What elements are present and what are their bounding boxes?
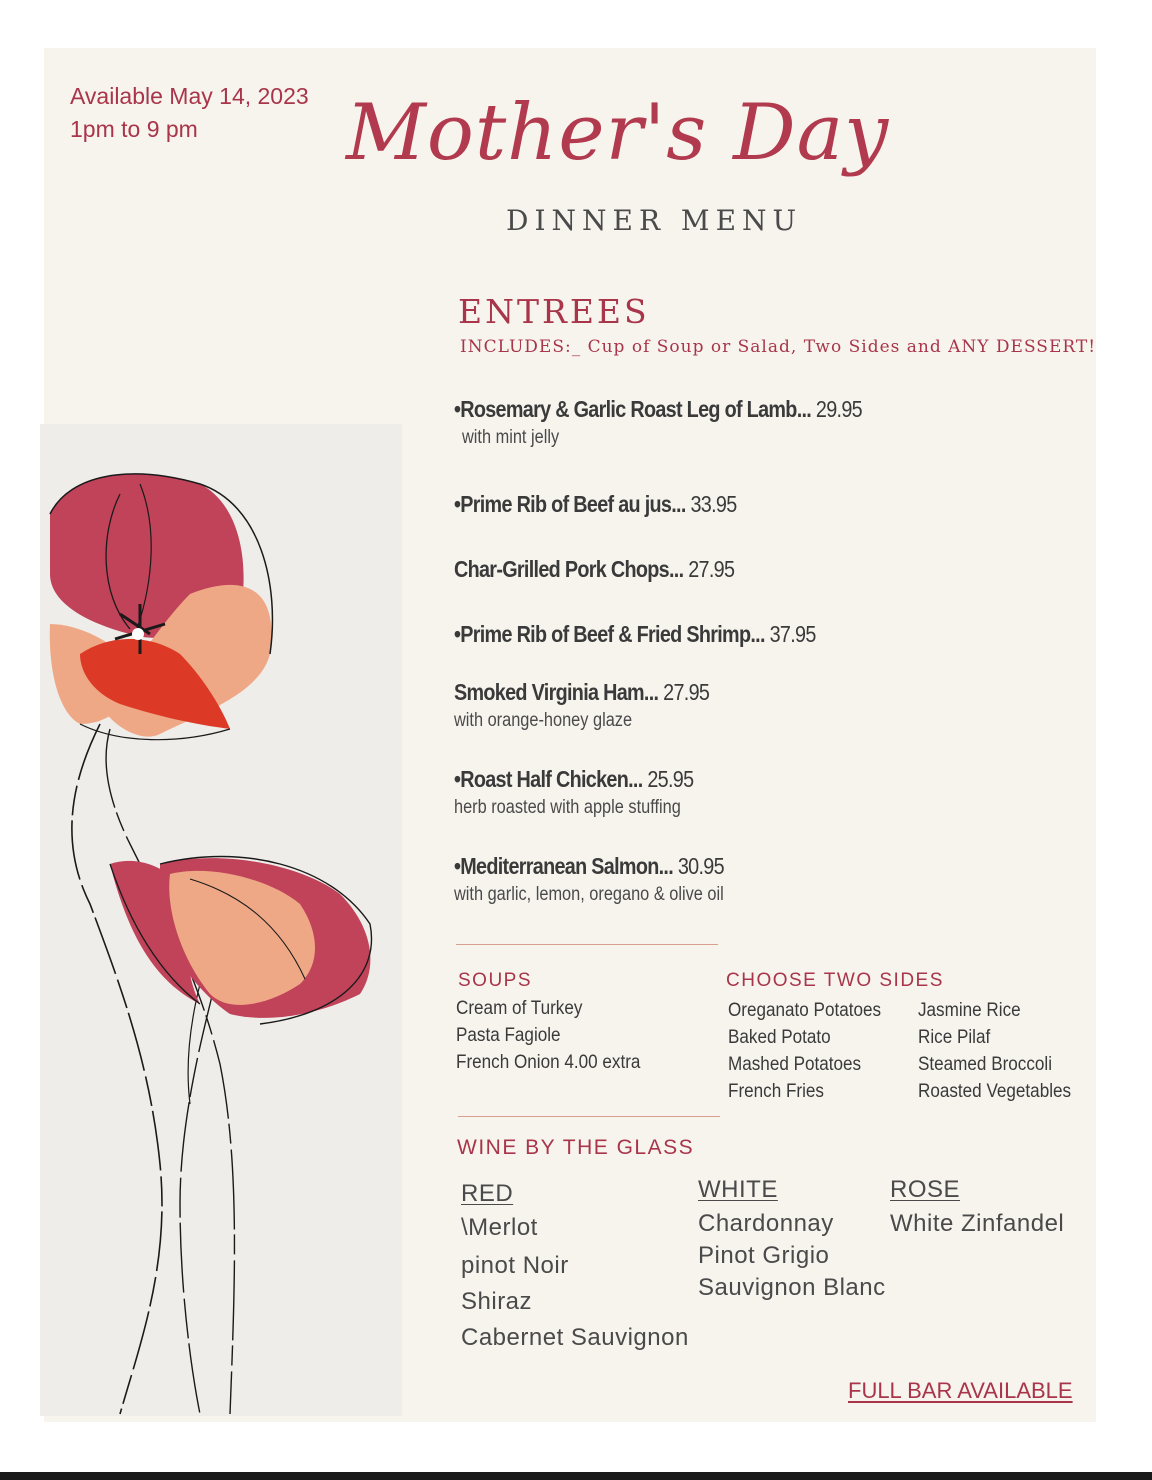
wine-red-label: RED <box>461 1180 514 1207</box>
wine-item: Pinot Grigio <box>698 1242 830 1269</box>
entree-item <box>454 621 875 648</box>
wine-heading: WINE BY THE GLASS <box>457 1136 695 1159</box>
side-item: French Fries <box>728 1081 824 1102</box>
poppy-flowers-illustration <box>40 424 402 1416</box>
entree-price: 29.95 <box>811 396 862 422</box>
entree-item <box>454 766 732 819</box>
wine-white-column <box>698 1176 886 1306</box>
entrees-includes: INCLUDES:_ Cup of Soup or Salad, Two Sides and ANY DESSERT! <box>460 337 1097 357</box>
entree-price: 27.95 <box>683 556 735 582</box>
wine-item: Chardonnay <box>698 1210 834 1237</box>
page-title: Mother's Day <box>346 88 890 178</box>
entree-name: •Prime Rib of Beef au jus... <box>454 491 686 517</box>
entree-price: 37.95 <box>764 621 816 647</box>
wine-red-column <box>461 1180 689 1360</box>
availability-info <box>70 80 309 146</box>
page-subtitle: DINNER MENU <box>506 204 803 237</box>
soup-item: Pasta Fagiole <box>456 1025 561 1046</box>
full-bar-link[interactable]: FULL BAR AVAILABLE <box>848 1378 1073 1403</box>
entree-item <box>454 396 928 449</box>
wine-item: White Zinfandel <box>890 1210 1065 1237</box>
wine-item: \Merlot <box>461 1214 538 1241</box>
divider <box>458 1116 720 1117</box>
entree-price: 30.95 <box>673 853 724 879</box>
entree-name: •Mediterranean Salmon... <box>454 853 674 879</box>
side-item: Roasted Vegetables <box>918 1081 1072 1102</box>
availability-date: Available May 14, 2023 <box>70 83 309 109</box>
wine-rose-label: ROSE <box>890 1176 961 1203</box>
wine-item: Sauvignon Blanc <box>698 1274 886 1301</box>
entree-name: Char-Grilled Pork Chops... <box>454 556 684 582</box>
side-item: Oreganato Potatoes <box>728 1000 882 1021</box>
soup-item: Cream of Turkey <box>456 998 583 1019</box>
entree-name: Smoked Virginia Ham... <box>454 679 659 705</box>
side-item: Steamed Broccoli <box>918 1054 1053 1075</box>
entree-name: •Roast Half Chicken... <box>454 766 643 792</box>
wine-item: Shiraz <box>461 1288 533 1315</box>
entree-item <box>454 853 768 906</box>
divider <box>456 944 718 945</box>
availability-hours: 1pm to 9 pm <box>70 116 198 142</box>
entrees-heading: ENTREES <box>458 292 650 331</box>
entree-item <box>454 556 780 583</box>
wine-item: pinot Noir <box>461 1252 569 1279</box>
frame-bottom-edge <box>0 1472 1152 1480</box>
entree-name: •Rosemary & Garlic Roast Leg of Lamb... <box>454 396 812 422</box>
entree-item <box>454 679 751 732</box>
frame-edge <box>1142 0 1152 1480</box>
soup-item: French Onion 4.00 extra <box>456 1052 641 1073</box>
sides-list-2 <box>918 997 1088 1105</box>
wine-white-label: WHITE <box>698 1176 778 1203</box>
entree-price: 27.95 <box>658 679 710 705</box>
soups-list <box>456 995 661 1076</box>
side-item: Rice Pilaf <box>918 1027 991 1048</box>
entree-desc: with orange-honey glaze <box>454 710 633 731</box>
sides-heading: CHOOSE TWO SIDES <box>726 970 944 991</box>
entree-desc: with mint jelly <box>462 427 560 448</box>
sides-list-1 <box>728 997 898 1105</box>
entree-name: •Prime Rib of Beef & Fried Shrimp... <box>454 621 765 647</box>
entree-item <box>454 491 783 518</box>
side-item: Baked Potato <box>728 1027 831 1048</box>
soups-heading: SOUPS <box>458 970 533 991</box>
side-item: Jasmine Rice <box>918 1000 1021 1021</box>
side-item: Mashed Potatoes <box>728 1054 862 1075</box>
wine-rose-column <box>890 1176 1064 1242</box>
entree-desc: with garlic, lemon, oregano & olive oil <box>454 884 724 905</box>
entree-price: 25.95 <box>642 766 694 792</box>
wine-item: Cabernet Sauvignon <box>461 1324 689 1351</box>
entree-price: 33.95 <box>685 491 737 517</box>
entree-desc: herb roasted with apple stuffing <box>454 797 681 818</box>
